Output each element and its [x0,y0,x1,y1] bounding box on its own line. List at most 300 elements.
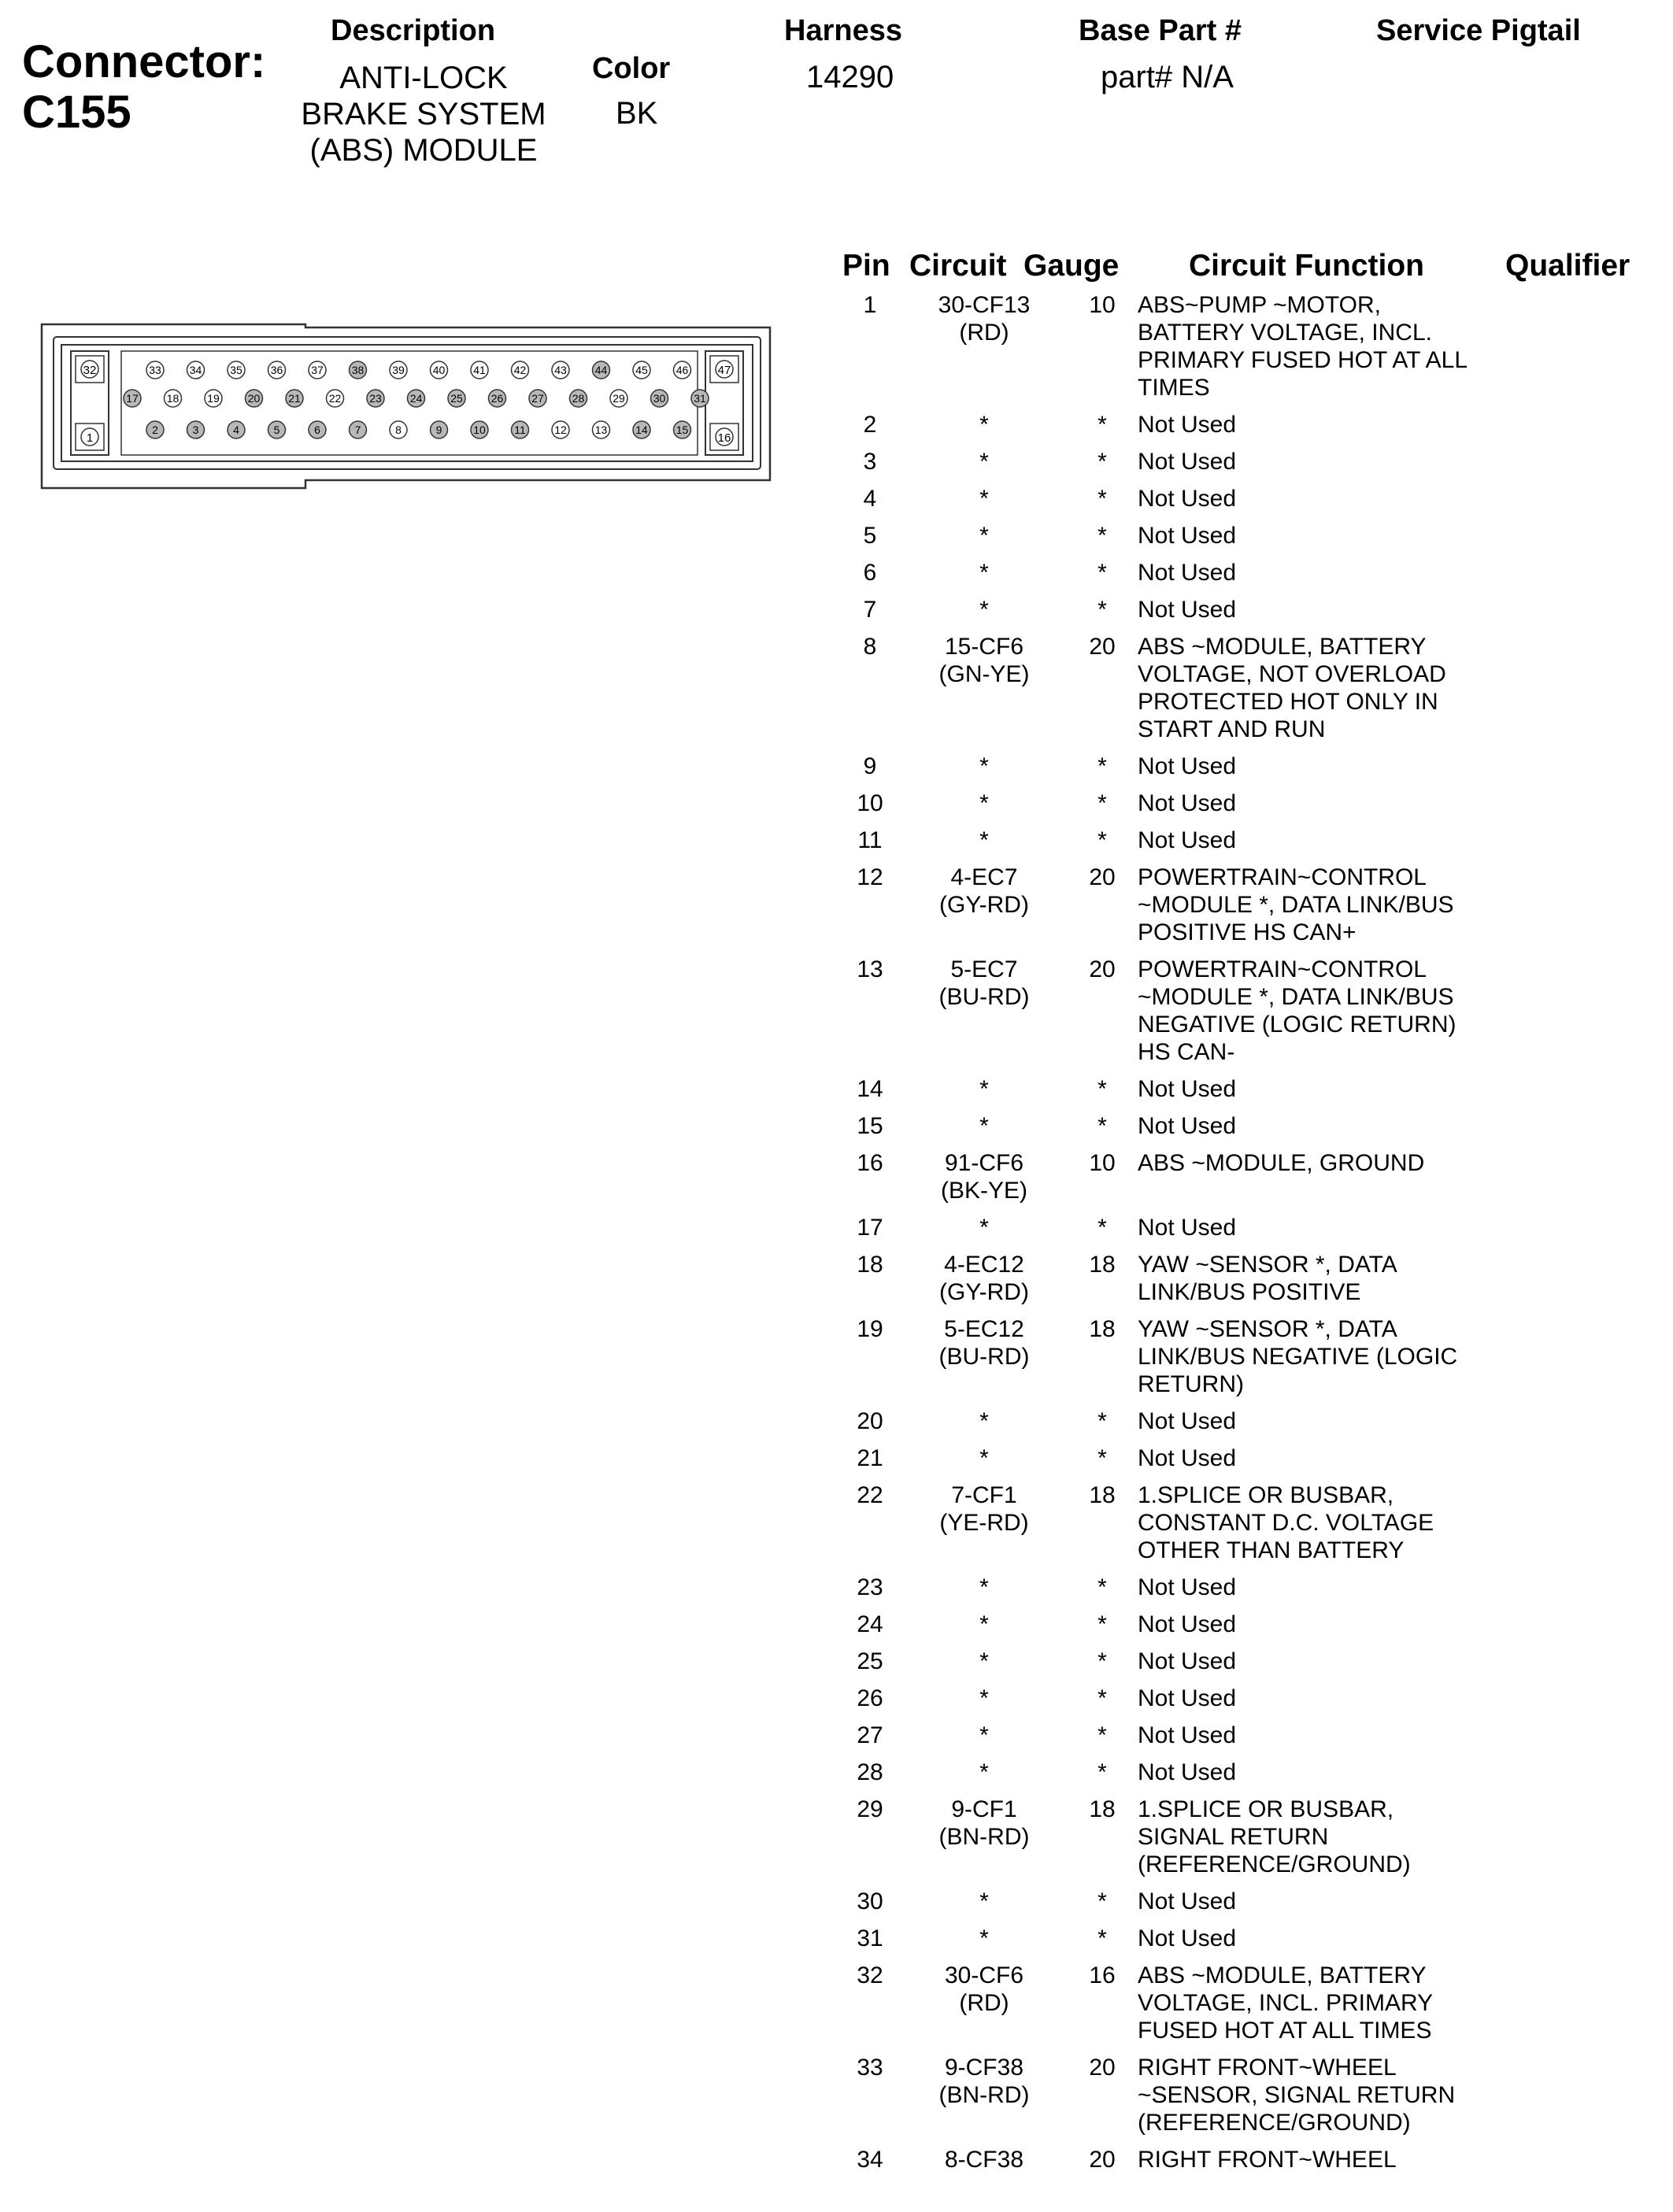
cell-pin: 28 [857,1759,883,1785]
pin-label: 19 [207,392,220,405]
cell-gauge: * [1097,449,1107,475]
cell-circuit-function [1138,1481,1547,1564]
cell-pin: 23 [857,1574,883,1600]
function-line: Not Used [1138,1574,1237,1600]
cell-gauge: 10 [1089,292,1116,318]
header-pin: Pin [842,249,890,283]
cell-pin: 34 [857,2147,883,2173]
cell-circuit [909,559,1059,586]
pin-40 [431,361,448,379]
cell-circuit-function [1138,1407,1547,1435]
circuit-line: * [979,1113,989,1139]
pin-41 [471,361,488,379]
circuit-line: 30-CF13 [938,292,1031,318]
table-row [842,291,1653,411]
cell-circuit-function [1138,596,1547,623]
pin-label: 22 [328,392,342,405]
cell-circuit-function [1138,522,1547,549]
corner-pin-32 [81,361,98,378]
cell-gauge: 20 [1089,2147,1116,2173]
cell-gauge: * [1097,1215,1107,1241]
cell-circuit-function [1138,291,1547,401]
cell-circuit-function [1138,956,1547,1066]
pin-45 [633,361,650,379]
cell-circuit-function [1138,1722,1547,1749]
pin-label: 14 [635,424,648,436]
cell-pin: 1 [863,292,877,318]
function-line: LINK/BUS NEGATIVE (LOGIC [1138,1344,1458,1370]
cell-circuit-function [1138,2146,1547,2173]
base-part-value: part# N/A [1101,60,1234,94]
pin-label: 3 [192,424,199,436]
cell-pin: 30 [857,1888,883,1914]
circuit-line: * [979,1722,989,1748]
pin-label: 36 [270,364,283,376]
cell-circuit-function [1138,1149,1547,1177]
pin-label: 21 [288,392,301,405]
table-row [842,2146,1653,2183]
cell-circuit [909,1759,1059,1786]
function-line: NEGATIVE (LOGIC RETURN) [1138,1012,1456,1038]
circuit-line: * [979,790,989,816]
cell-circuit [909,1214,1059,1241]
pin-label: 29 [613,392,625,405]
circuit-line: * [979,560,989,586]
circuit-line: 8-CF38 [944,2147,1024,2173]
cell-circuit-function [1138,1075,1547,1103]
circuit-line: * [979,1215,989,1241]
function-line: Not Used [1138,1888,1237,1914]
pin-23 [367,390,384,407]
cell-circuit-function [1138,1685,1547,1712]
function-line: (REFERENCE/GROUND) [1138,2110,1411,2136]
pin-label: 20 [247,392,261,405]
function-line: SIGNAL RETURN [1138,1824,1329,1850]
table-row [842,1075,1653,1112]
pin-label: 30 [653,392,666,405]
cell-circuit-function [1138,1444,1547,1472]
cell-circuit [909,827,1059,854]
pin-label: 25 [450,392,463,405]
cell-circuit-function [1138,559,1547,586]
cell-gauge: * [1097,1408,1107,1434]
circuit-line: * [979,1759,989,1785]
function-line: TIMES [1138,375,1210,401]
pin-12 [552,421,569,438]
cell-circuit-function [1138,1648,1547,1675]
cell-pin: 19 [857,1316,883,1342]
circuit-line: 30-CF6 [944,1962,1024,1988]
circuit-line: (BU-RD) [938,1344,1030,1370]
circuit-line: 15-CF6 [944,634,1024,660]
table-row [842,1796,1653,1888]
function-line: VOLTAGE, NOT OVERLOAD [1138,661,1446,687]
cell-circuit-function [1138,485,1547,512]
cell-circuit-function [1138,790,1547,817]
pin-label: 40 [432,364,446,376]
function-line: Not Used [1138,1408,1237,1434]
cell-circuit [909,1444,1059,1472]
table-row [842,1574,1653,1611]
header-gauge: Gauge [1023,249,1120,283]
pin-label: 5 [273,424,280,436]
cell-circuit [909,864,1059,919]
corner-pin-16 [716,428,733,446]
color-value: BK [616,96,658,131]
table-row [842,1722,1653,1759]
cell-circuit-function [1138,1962,1547,2044]
table-row [842,411,1653,448]
cell-pin: 2 [863,412,877,438]
pin-label: 41 [473,364,486,376]
cell-pin: 32 [857,1962,883,1988]
pin-30 [651,390,668,407]
pin-label: 31 [694,392,706,405]
cell-circuit-function [1138,1888,1547,1915]
circuit-line: * [979,1685,989,1711]
cell-circuit [909,633,1059,688]
pin-label: 10 [473,424,486,436]
cell-gauge: * [1097,1925,1107,1951]
pin-46 [674,361,691,379]
cell-circuit [909,2146,1059,2173]
pin-label: 34 [189,364,202,376]
cell-pin: 6 [863,560,877,586]
cell-pin: 17 [857,1215,883,1241]
pin-label: 8 [395,424,402,436]
pin-rows [124,361,709,438]
circuit-line: * [979,1925,989,1951]
table-row [842,1149,1653,1214]
pin-label: 23 [369,392,382,405]
function-line: Not Used [1138,1215,1237,1241]
table-row [842,522,1653,559]
function-line: VOLTAGE, INCL. PRIMARY [1138,1990,1434,2016]
cell-gauge: * [1097,1611,1107,1637]
pin-label: 12 [554,424,567,436]
cell-gauge: * [1097,1076,1107,1102]
circuit-line: * [979,412,989,438]
pin-39 [390,361,407,379]
circuit-line: * [979,597,989,623]
cell-circuit [909,1481,1059,1537]
cell-pin: 3 [863,449,877,475]
cell-circuit [909,1251,1059,1306]
circuit-line: 5-EC7 [950,956,1018,982]
cell-gauge: * [1097,1574,1107,1600]
cell-circuit [909,956,1059,1011]
pin-31 [691,390,709,407]
cell-circuit-function [1138,864,1547,946]
cell-pin: 10 [857,790,883,816]
pin-28 [570,390,587,407]
table-row [842,1648,1653,1685]
function-line: Not Used [1138,597,1237,623]
cell-pin: 15 [857,1113,883,1139]
function-line: ABS~PUMP ~MOTOR, [1138,292,1381,318]
cell-circuit [909,1611,1059,1638]
cell-circuit-function [1138,2054,1547,2136]
pin-label: 44 [594,364,608,376]
table-row [842,864,1653,956]
cell-pin: 20 [857,1408,883,1434]
cell-circuit-function [1138,1112,1547,1140]
pin-10 [471,421,488,438]
cell-circuit [909,790,1059,817]
table-row [842,2054,1653,2146]
pin-2 [146,421,164,438]
pin-label: 24 [409,392,423,405]
circuit-line: 9-CF1 [951,1796,1017,1822]
cell-gauge: * [1097,1759,1107,1785]
description-label: Description [331,14,496,47]
pin-11 [512,421,529,438]
table-row [842,1407,1653,1444]
cell-circuit [909,1075,1059,1103]
function-line: Not Used [1138,1722,1237,1748]
cell-circuit [909,522,1059,549]
pin-22 [327,390,344,407]
circuit-line: 4-EC7 [950,864,1018,890]
cell-circuit-function [1138,1315,1547,1398]
cell-circuit [909,1962,1059,2017]
function-line: Not Used [1138,1648,1237,1674]
cell-gauge: * [1097,412,1107,438]
cell-circuit-function [1138,753,1547,780]
pin-8 [390,421,407,438]
pin-table [842,291,1653,2183]
function-line: Not Used [1138,412,1237,438]
cell-circuit-function [1138,1611,1547,1638]
function-line: Not Used [1138,1611,1237,1637]
cell-circuit [909,1407,1059,1435]
circuit-line: * [979,827,989,853]
pin-26 [489,390,506,407]
table-row [842,633,1653,753]
cell-pin: 12 [857,864,883,890]
cell-gauge: * [1097,523,1107,549]
pin-35 [228,361,245,379]
table-row [842,1112,1653,1149]
function-line: CONSTANT D.C. VOLTAGE [1138,1510,1434,1536]
pin-label: 28 [572,392,585,405]
cell-circuit-function [1138,1796,1547,1878]
pin-label: 11 [514,424,526,436]
function-line: Not Used [1138,1445,1237,1471]
pin-33 [146,361,164,379]
circuit-line: 5-EC12 [944,1316,1024,1342]
cell-pin: 21 [857,1445,883,1471]
cell-gauge: 10 [1089,1150,1116,1176]
function-line: Not Used [1138,1925,1237,1951]
pin-18 [165,390,182,407]
description-line: BRAKE SYSTEM [301,97,546,131]
function-line: ~MODULE *, DATA LINK/BUS [1138,892,1454,918]
function-line: RIGHT FRONT~WHEEL [1138,2055,1397,2081]
circuit-line: (GN-YE) [938,661,1030,687]
circuit-line: (GY-RD) [939,892,1029,918]
pin-6 [309,421,326,438]
cell-gauge: * [1097,597,1107,623]
function-line: Not Used [1138,449,1237,475]
cell-gauge: * [1097,560,1107,586]
cell-pin: 27 [857,1722,883,1748]
cell-circuit [909,485,1059,512]
cell-gauge: * [1097,1685,1107,1711]
pin-24 [408,390,425,407]
function-line: ABS ~MODULE, BATTERY [1138,634,1427,660]
circuit-line: * [979,1574,989,1600]
cell-gauge: 16 [1089,1962,1116,1988]
pin-label: 26 [490,392,504,405]
table-row [842,1251,1653,1315]
circuit-line: 7-CF1 [951,1482,1017,1508]
pin-label: 1 [86,431,94,445]
header-circuit-function: Circuit Function [1189,249,1424,283]
table-row [842,1888,1653,1925]
cell-gauge: 20 [1089,864,1116,890]
cell-pin: 26 [857,1685,883,1711]
table-row [842,1925,1653,1962]
pin-34 [187,361,205,379]
cell-circuit [909,1888,1059,1915]
pin-label: 15 [675,424,689,436]
function-line: BATTERY VOLTAGE, INCL. [1138,320,1432,346]
cell-circuit [909,1574,1059,1601]
circuit-line: (RD) [959,1990,1009,2016]
cell-gauge: 18 [1089,1482,1116,1508]
circuit-line: * [979,486,989,512]
header-qualifier: Qualifier [1505,249,1630,283]
pin-label: 37 [311,364,324,376]
cell-circuit [909,2054,1059,2109]
function-line: Not Used [1138,523,1237,549]
cell-circuit [909,411,1059,438]
cell-pin: 11 [857,827,883,853]
pin-label: 42 [513,364,527,376]
cell-circuit-function [1138,1574,1547,1601]
function-line: YAW ~SENSOR *, DATA [1138,1252,1397,1278]
cell-circuit [909,448,1059,475]
function-line: Not Used [1138,1759,1237,1785]
table-row [842,1214,1653,1251]
pin-label: 32 [83,364,97,377]
pin-43 [552,361,569,379]
cell-pin: 29 [857,1796,883,1822]
table-row [842,1611,1653,1648]
function-line: Not Used [1138,486,1237,512]
table-row [842,1481,1653,1574]
function-line: Not Used [1138,1113,1237,1139]
color-label: Color [592,52,671,85]
pin-label: 47 [717,364,731,377]
pin-44 [593,361,610,379]
cell-gauge: 18 [1089,1252,1116,1278]
function-line: RETURN) [1138,1371,1244,1397]
description-line: ANTI-LOCK [339,61,508,95]
circuit-line: * [979,1648,989,1674]
function-line: RIGHT FRONT~WHEEL [1138,2147,1397,2173]
function-line: ABS ~MODULE, BATTERY [1138,1962,1427,1988]
connector-diagram [39,313,775,494]
function-line: PROTECTED HOT ONLY IN [1138,689,1438,715]
circuit-line: * [979,753,989,779]
pin-7 [350,421,367,438]
harness-value: 14290 [806,60,894,94]
function-line: Not Used [1138,753,1237,779]
pin-17 [124,390,141,407]
table-row [842,596,1653,633]
cell-pin: 18 [857,1252,883,1278]
pin-label: 46 [675,364,689,376]
pin-36 [268,361,286,379]
cell-circuit [909,1112,1059,1140]
cell-gauge: 18 [1089,1796,1116,1822]
cell-circuit [909,1796,1059,1851]
circuit-line: * [979,1445,989,1471]
cell-pin: 22 [857,1482,883,1508]
pin-21 [286,390,303,407]
pin-label: 13 [594,424,608,436]
cell-circuit [909,1315,1059,1370]
circuit-line: * [979,1408,989,1434]
circuit-line: * [979,523,989,549]
cell-gauge: * [1097,1113,1107,1139]
cell-circuit [909,291,1059,346]
pin-4 [228,421,245,438]
circuit-line: * [979,449,989,475]
pin-label: 33 [149,364,161,376]
circuit-line: (BN-RD) [938,1824,1030,1850]
pin-25 [448,390,465,407]
circuit-line: (YE-RD) [939,1510,1029,1536]
cell-pin: 4 [863,486,877,512]
table-row [842,827,1653,864]
pin-5 [268,421,286,438]
table-row [842,790,1653,827]
cell-circuit-function [1138,1214,1547,1241]
pin-42 [512,361,529,379]
cell-circuit-function [1138,827,1547,854]
pin-label: 27 [531,392,544,405]
pin-29 [610,390,627,407]
function-line: 1.SPLICE OR BUSBAR, [1138,1482,1394,1508]
cell-gauge: * [1097,827,1107,853]
pin-label: 6 [314,424,320,436]
function-line: LINK/BUS POSITIVE [1138,1279,1361,1305]
pin-15 [674,421,691,438]
pin-label: 35 [230,364,242,376]
cell-circuit-function [1138,1251,1547,1306]
cell-pin: 31 [857,1925,883,1951]
circuit-line: (RD) [959,320,1009,346]
table-row [842,485,1653,522]
pin-label: 4 [233,424,239,436]
pin-label: 17 [126,392,139,405]
function-line: PRIMARY FUSED HOT AT ALL [1138,347,1468,373]
function-line: YAW ~SENSOR *, DATA [1138,1316,1397,1342]
cell-pin: 5 [863,523,877,549]
circuit-line: (BK-YE) [940,1178,1027,1204]
corner-pin-1 [81,428,98,446]
service-pigtail-label: Service Pigtail [1376,14,1581,47]
cell-gauge: * [1097,1888,1107,1914]
circuit-line: (GY-RD) [939,1279,1029,1305]
description-value [258,60,589,168]
circuit-line: 91-CF6 [944,1150,1024,1176]
function-line: Not Used [1138,1685,1237,1711]
table-row [842,1685,1653,1722]
